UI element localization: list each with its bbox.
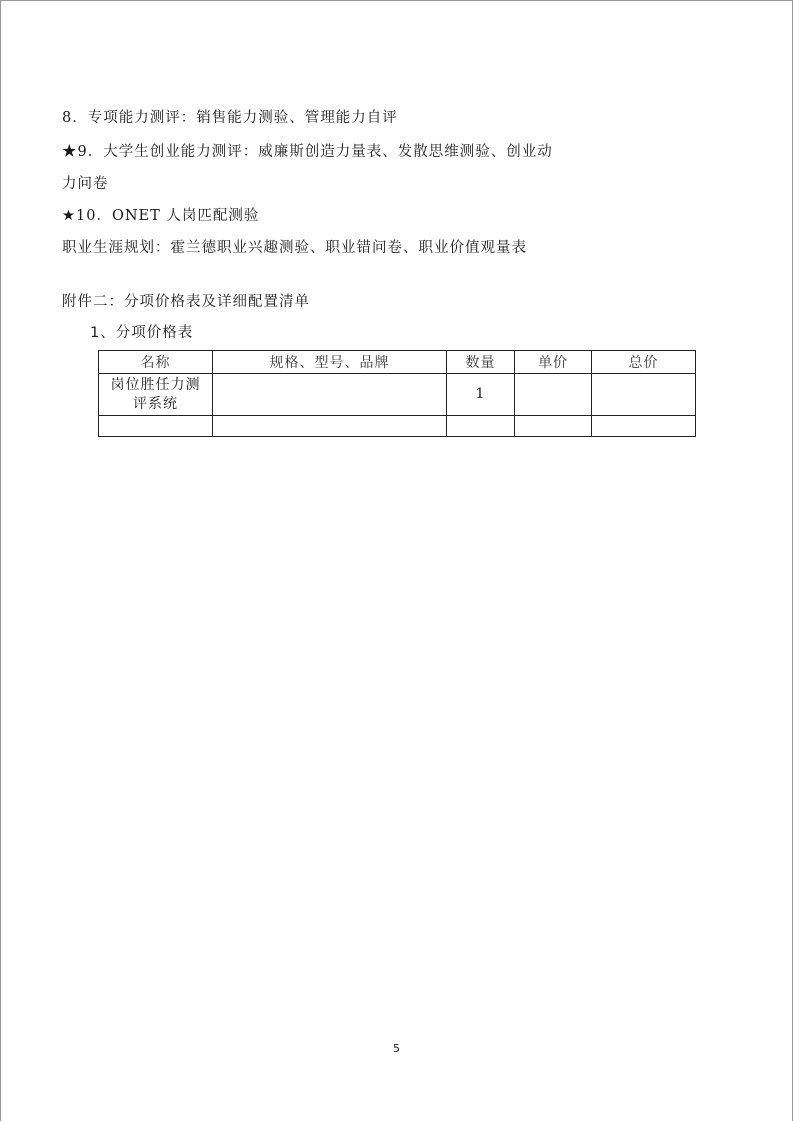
- cell-name: [99, 416, 213, 437]
- career-planning-item: 职业生涯规划：霍兰德职业兴趣测验、职业错问卷、职业价值观量表: [62, 240, 527, 256]
- header-quantity: 数量: [447, 351, 515, 374]
- cell-unit-price: [515, 374, 592, 416]
- cell-quantity: [447, 416, 515, 437]
- table-row: [99, 416, 696, 437]
- cell-name: 岗位胜任力测评系统: [99, 374, 213, 416]
- appendix-title: 附件二：分项价格表及详细配置清单: [62, 294, 310, 310]
- item-9-continued: 力问卷: [62, 176, 109, 192]
- item-10: ★10．ONET 人岗匹配测验: [62, 208, 260, 224]
- header-spec: 规格、型号、品牌: [213, 351, 447, 374]
- cell-total-price: [592, 416, 696, 437]
- cell-spec: [213, 416, 447, 437]
- table-header-row: [99, 351, 696, 374]
- cell-total-price: [592, 374, 696, 416]
- cell-quantity: 1: [447, 374, 515, 416]
- table-row: [99, 374, 696, 416]
- cell-unit-price: [515, 416, 592, 437]
- cell-spec: [213, 374, 447, 416]
- page-number: 5: [393, 1042, 400, 1055]
- price-table: [98, 350, 696, 437]
- section-title: 1、分项价格表: [90, 325, 194, 341]
- item-8: 8．专项能力测评：销售能力测验、管理能力自评: [62, 110, 398, 126]
- header-unit-price: 单价: [515, 351, 592, 374]
- header-total-price: 总价: [592, 351, 696, 374]
- item-9: ★9．大学生创业能力测评：威廉斯创造力量表、发散思维测验、创业动: [62, 144, 553, 160]
- header-name: 名称: [99, 351, 213, 374]
